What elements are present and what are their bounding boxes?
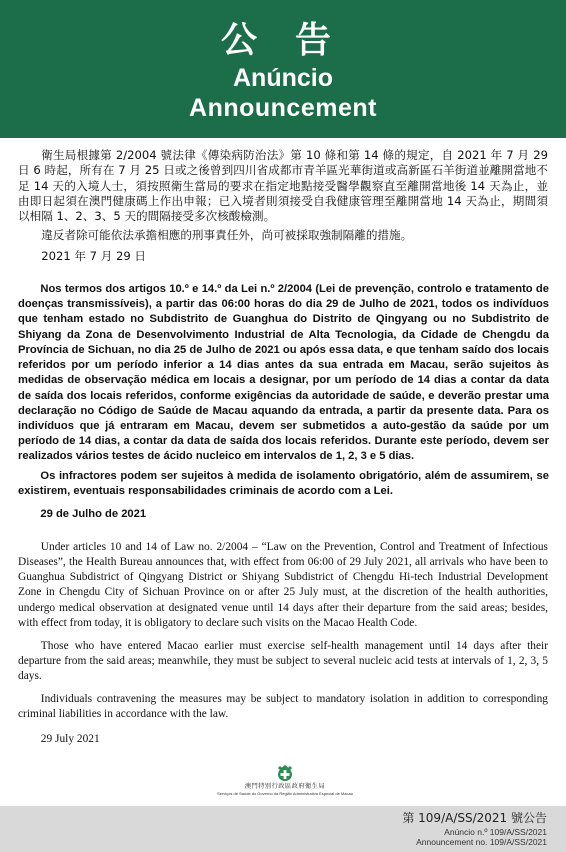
chinese-date: 2021 年 7 月 29 日	[41, 248, 147, 263]
announcement-header	[0, 0, 566, 138]
english-date: 29 July 2021	[40, 733, 100, 746]
english-paragraph-1: Under articles 10 and 14 of Law no. 2/2004 – “Law on the Prevention, Control and Treatment of Infectious Diseases”, the Health Bureau announces that, with effect from 06:00 of 29 July 2021, all arrivals who have been to Guanghua Subdistrict of Qingyang District or Shiyang Subdistrict of Chengdu Hi-tech Industrial Development Zone in Chengdu City of Sichuan Province on or after 25 July must, at the discretion of the health authorities, undergo medical observation at designated venue until 14 days after their departure from the said areas; besides, with effect from today, it is obligatory to declare such visits on the Macao Health Code.	[18, 541, 548, 629]
portuguese-paragraph-2: Os infractores podem ser sujeitos à medida de isolamento obrigatório, além de assumirem, se existirem, eventuais responsabilidades criminais de acordo com a Lei.	[18, 469, 549, 497]
reference-number-portuguese: Anúncio n.º 109/A/SS/2021	[444, 827, 547, 837]
chinese-paragraph-2: 違反者除可能依法承擔相應的刑事責任外，尚可被採取強制隔離的措施。	[41, 228, 413, 243]
reference-footer	[0, 806, 566, 852]
english-paragraph-2: Those who have entered Macao earlier must exercise self-health management until 14 days after their departure from the said areas; meanwhile, they must be subject to several nucleic acid tests at intervals of 1, 2, 3, 5 days.	[18, 639, 548, 682]
health-bureau-logo-icon	[275, 764, 295, 782]
english-paragraph-3: Individuals contravening the measures may be subject to mandatory isolation in addition to corresponding criminal liabilities in accordance with the law.	[18, 692, 548, 721]
title-english: Announcement	[189, 94, 377, 122]
title-portuguese: Anúncio	[233, 64, 333, 92]
organization-name-portuguese: Serviços de Saúde do Governo da Região Administrativa Especial de Macau	[217, 791, 353, 796]
reference-number-english: Announcement no. 109/A/SS/2021	[416, 837, 547, 847]
title-chinese: 公 告	[220, 19, 345, 60]
portuguese-paragraph-1: Nos termos dos artigos 10.º e 14.º da Lei n.º 2/2004 (Lei de prevenção, controlo e tratamento de doenças transmissíveis), a partir das 06:00 horas do dia 29 de Julho de 2021, todos os indivíduos que tenham estado no Subdistrito de Guanghua do Distrito de Qingyang ou no Subdistrito de Shiyang da Zona de Desenvolvimento Industrial de Alta Tecnologia, da Cidade de Chengdu da Província de Sichuan, no dia 25 de Julho de 2021 ou após essa data, e que tenham saído dos locais referidos por um período inferior a 14 dias antes da sua entrada em Macau, serão sujeitos às medidas de observação médica em locais a designar, por um período de 14 dias a contar da data de saída dos locais referidos, conforme exigências da autoridade de saúde, e deverão prestar uma declaração no Código de Saúde de Macau aquando da entrada, a partir da presente data. Para os indivíduos que já entraram em Macau, devem ser submetidos a auto-gestão da saúde por um período de 14 dias, a contar da data de saída dos locais referidos. Durante este período, devem ser realizados vários testes de ácido nucleico em intervalos de 1, 2, 3 e 5 dias.	[18, 283, 549, 463]
health-bureau-emblem	[200, 764, 370, 804]
portuguese-date: 29 de Julho de 2021	[40, 507, 147, 520]
organization-name-chinese: 澳門特別行政區政府衛生局	[244, 783, 326, 790]
reference-number-chinese: 第 109/A/SS/2021 號公告	[402, 811, 547, 825]
announcement-body	[0, 138, 566, 747]
chinese-paragraph-1: 衛生局根據第 2/2004 號法律《傳染病防治法》第 10 條和第 14 條的規定，自 2021 年 7 月 29 日 6 時起，所有在 7 月 25 日或之後曾到四川省成都市青羊區光華街道或高新區石羊街道並離開當地不足 14 天的入境人士，須按照衛生當局的要求在指定地點接受醫學觀察直至離開當地後 14 天為止，並由即日起須在澳門健康碼上作出申報；已入境者則須接受自我健康管理至離開當地 14 天為止，期間須以相隔 1、2、3、5 天的間隔接受多次核酸檢測。	[18, 148, 548, 224]
